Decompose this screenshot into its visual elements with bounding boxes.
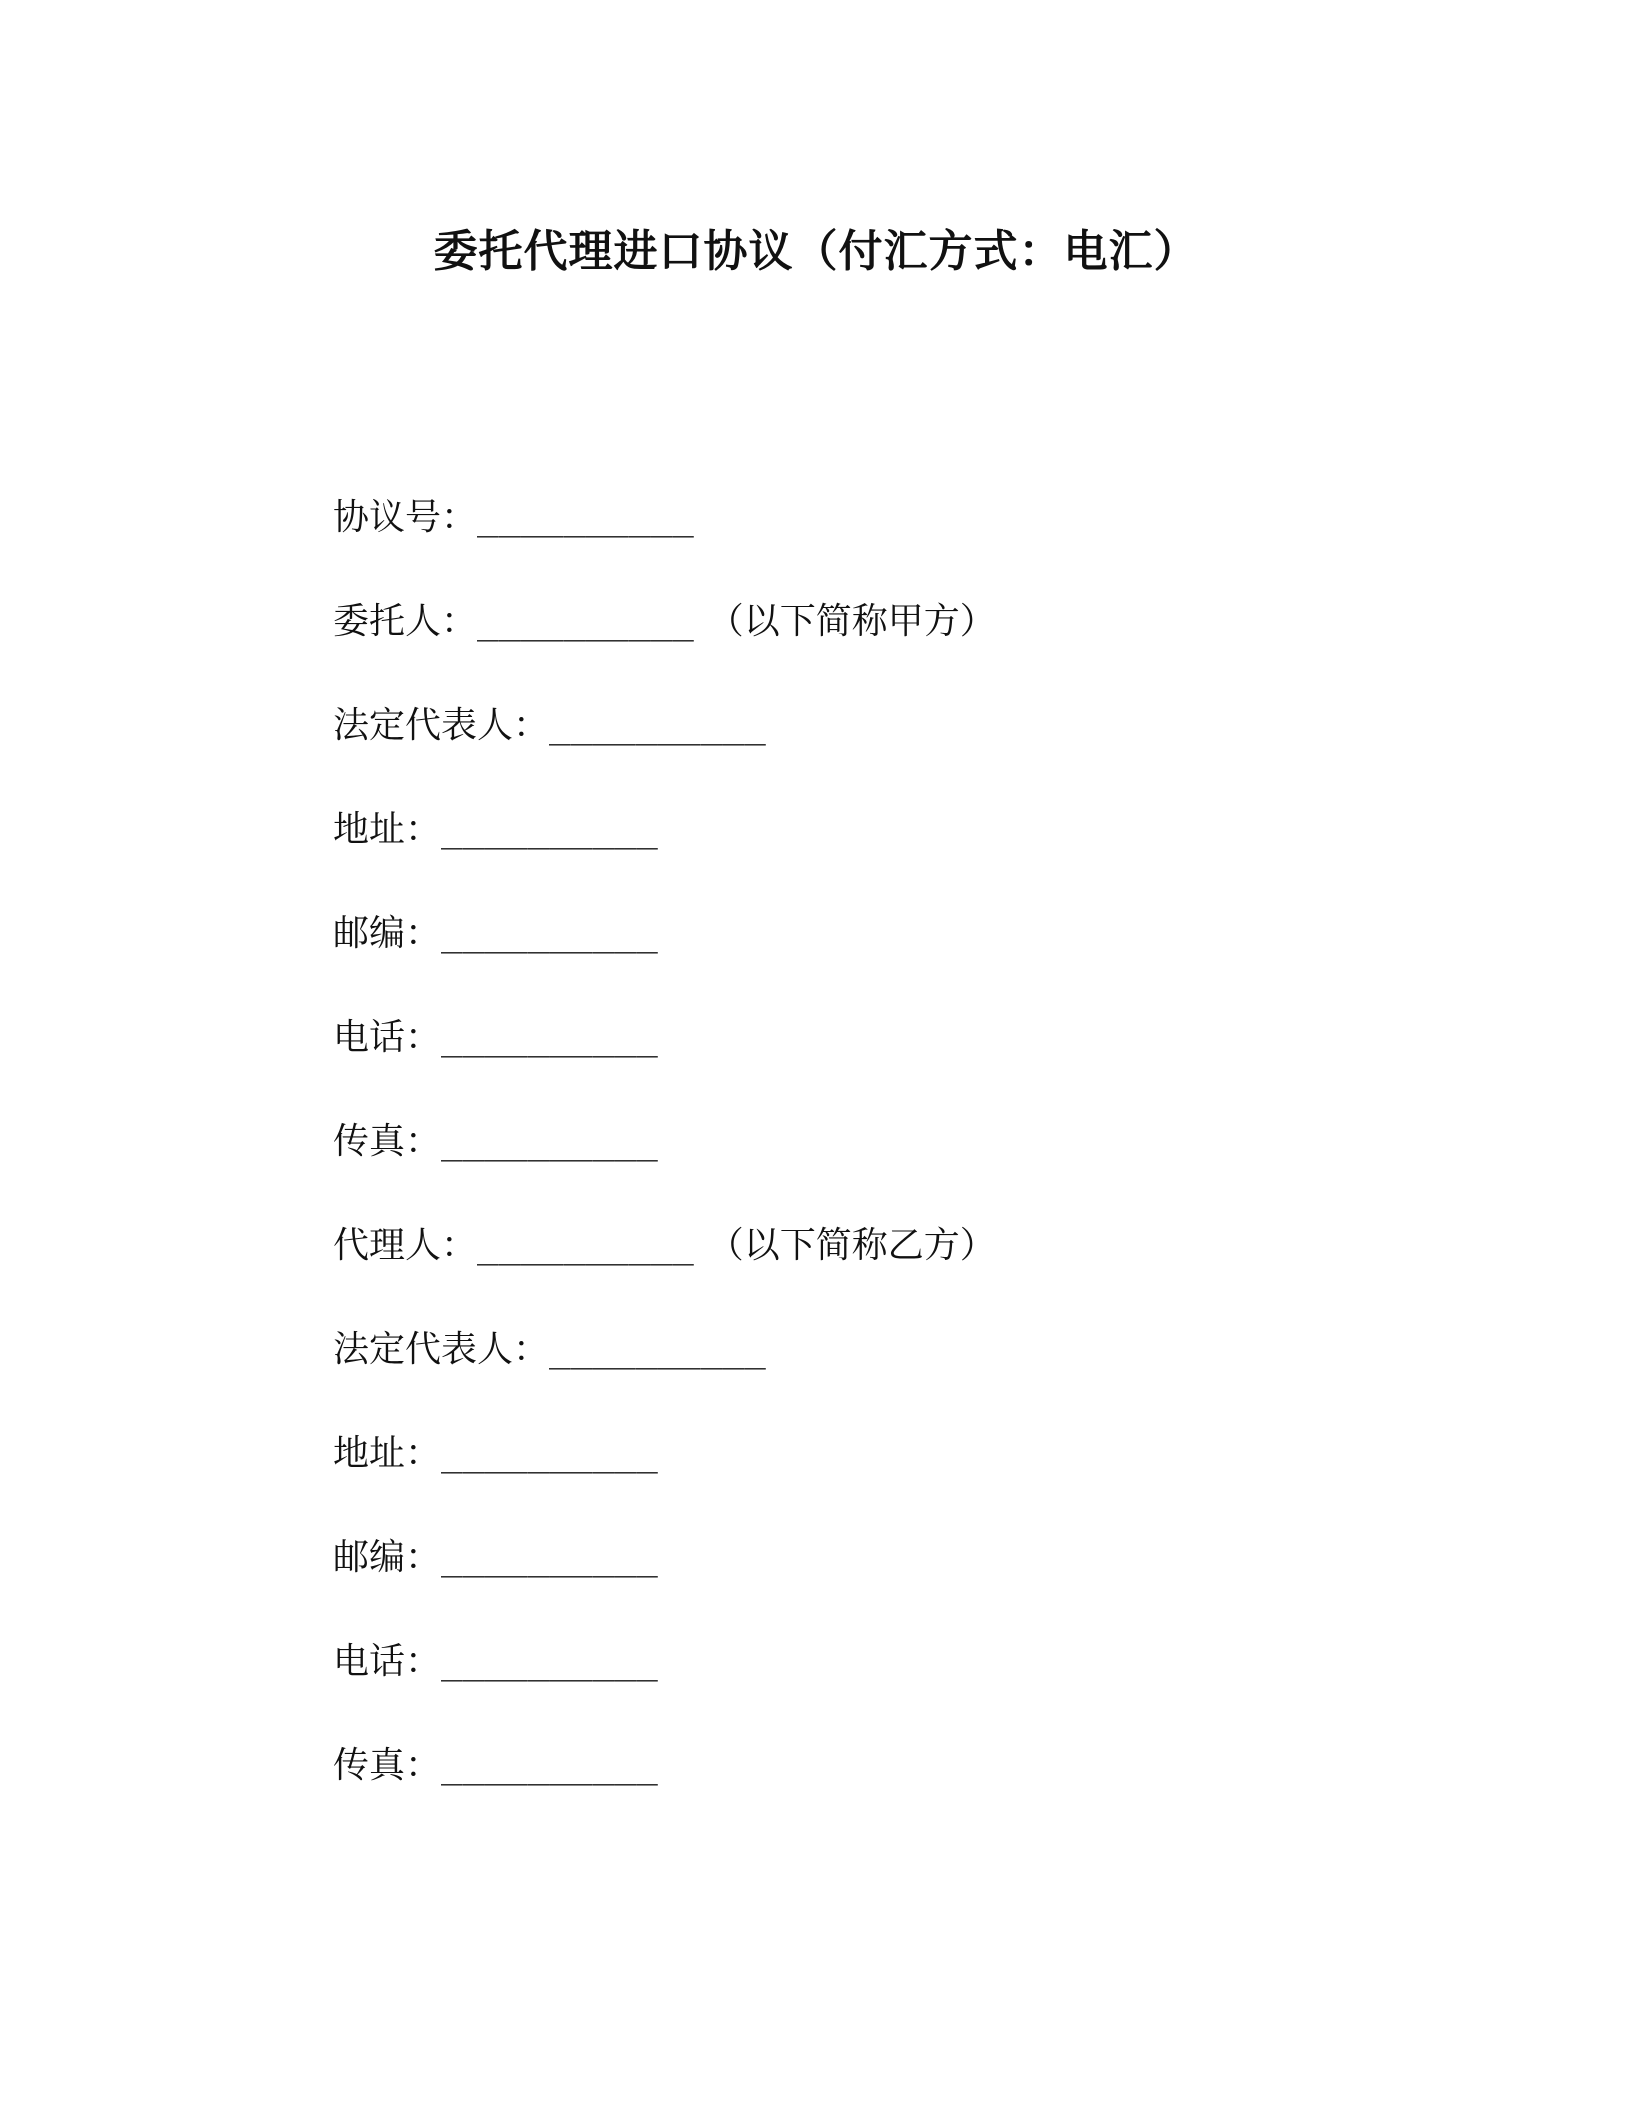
field-label: 电话： bbox=[333, 1017, 442, 1058]
field-agent-address bbox=[333, 1429, 1433, 1533]
field-label: 传真： bbox=[333, 1745, 442, 1786]
field-label: 委托人： bbox=[333, 601, 478, 642]
field-principal-legal-rep bbox=[333, 701, 1433, 805]
fill-in-blank[interactable]: __________ bbox=[441, 1537, 658, 1578]
fill-in-blank[interactable]: __________ bbox=[549, 705, 766, 746]
fill-in-blank[interactable]: __________ bbox=[477, 497, 694, 538]
field-agreement-number bbox=[333, 493, 1433, 597]
field-principal-phone bbox=[333, 1013, 1433, 1117]
field-principal bbox=[333, 597, 1433, 701]
field-label: 法定代表人： bbox=[333, 705, 550, 746]
field-label: 法定代表人： bbox=[333, 1329, 550, 1370]
field-agent bbox=[333, 1221, 1433, 1325]
field-label: 地址： bbox=[333, 1433, 442, 1474]
fill-in-blank[interactable]: __________ bbox=[441, 1121, 658, 1162]
field-principal-postcode bbox=[333, 909, 1433, 1013]
fill-in-blank[interactable]: __________ bbox=[441, 809, 658, 850]
fill-in-blank[interactable]: __________ bbox=[441, 1641, 658, 1682]
document-title: 委托代理进口协议（付汇方式：电汇） bbox=[433, 226, 1199, 277]
field-label: 传真： bbox=[333, 1121, 442, 1162]
field-label: 邮编： bbox=[333, 1537, 442, 1578]
field-principal-address bbox=[333, 805, 1433, 909]
fill-in-blank[interactable]: __________ bbox=[477, 1225, 694, 1266]
field-label: 邮编： bbox=[333, 913, 442, 954]
fill-in-blank[interactable]: __________ bbox=[441, 1017, 658, 1058]
field-principal-fax bbox=[333, 1117, 1433, 1221]
field-note: （以下简称甲方） bbox=[707, 601, 996, 642]
field-label: 代理人： bbox=[333, 1225, 478, 1266]
fill-in-blank[interactable]: __________ bbox=[441, 1745, 658, 1786]
field-agent-postcode bbox=[333, 1533, 1433, 1637]
field-agent-legal-rep bbox=[333, 1325, 1433, 1429]
fill-in-blank[interactable]: __________ bbox=[549, 1329, 766, 1370]
field-note: （以下简称乙方） bbox=[707, 1225, 996, 1266]
field-label: 协议号： bbox=[333, 497, 478, 538]
field-label: 电话： bbox=[333, 1641, 442, 1682]
fill-in-blank[interactable]: __________ bbox=[477, 601, 694, 642]
party-info-fields bbox=[333, 493, 1433, 1845]
fill-in-blank[interactable]: __________ bbox=[441, 1433, 658, 1474]
field-agent-fax bbox=[333, 1741, 1433, 1845]
field-label: 地址： bbox=[333, 809, 442, 850]
field-agent-phone bbox=[333, 1637, 1433, 1741]
fill-in-blank[interactable]: __________ bbox=[441, 913, 658, 954]
